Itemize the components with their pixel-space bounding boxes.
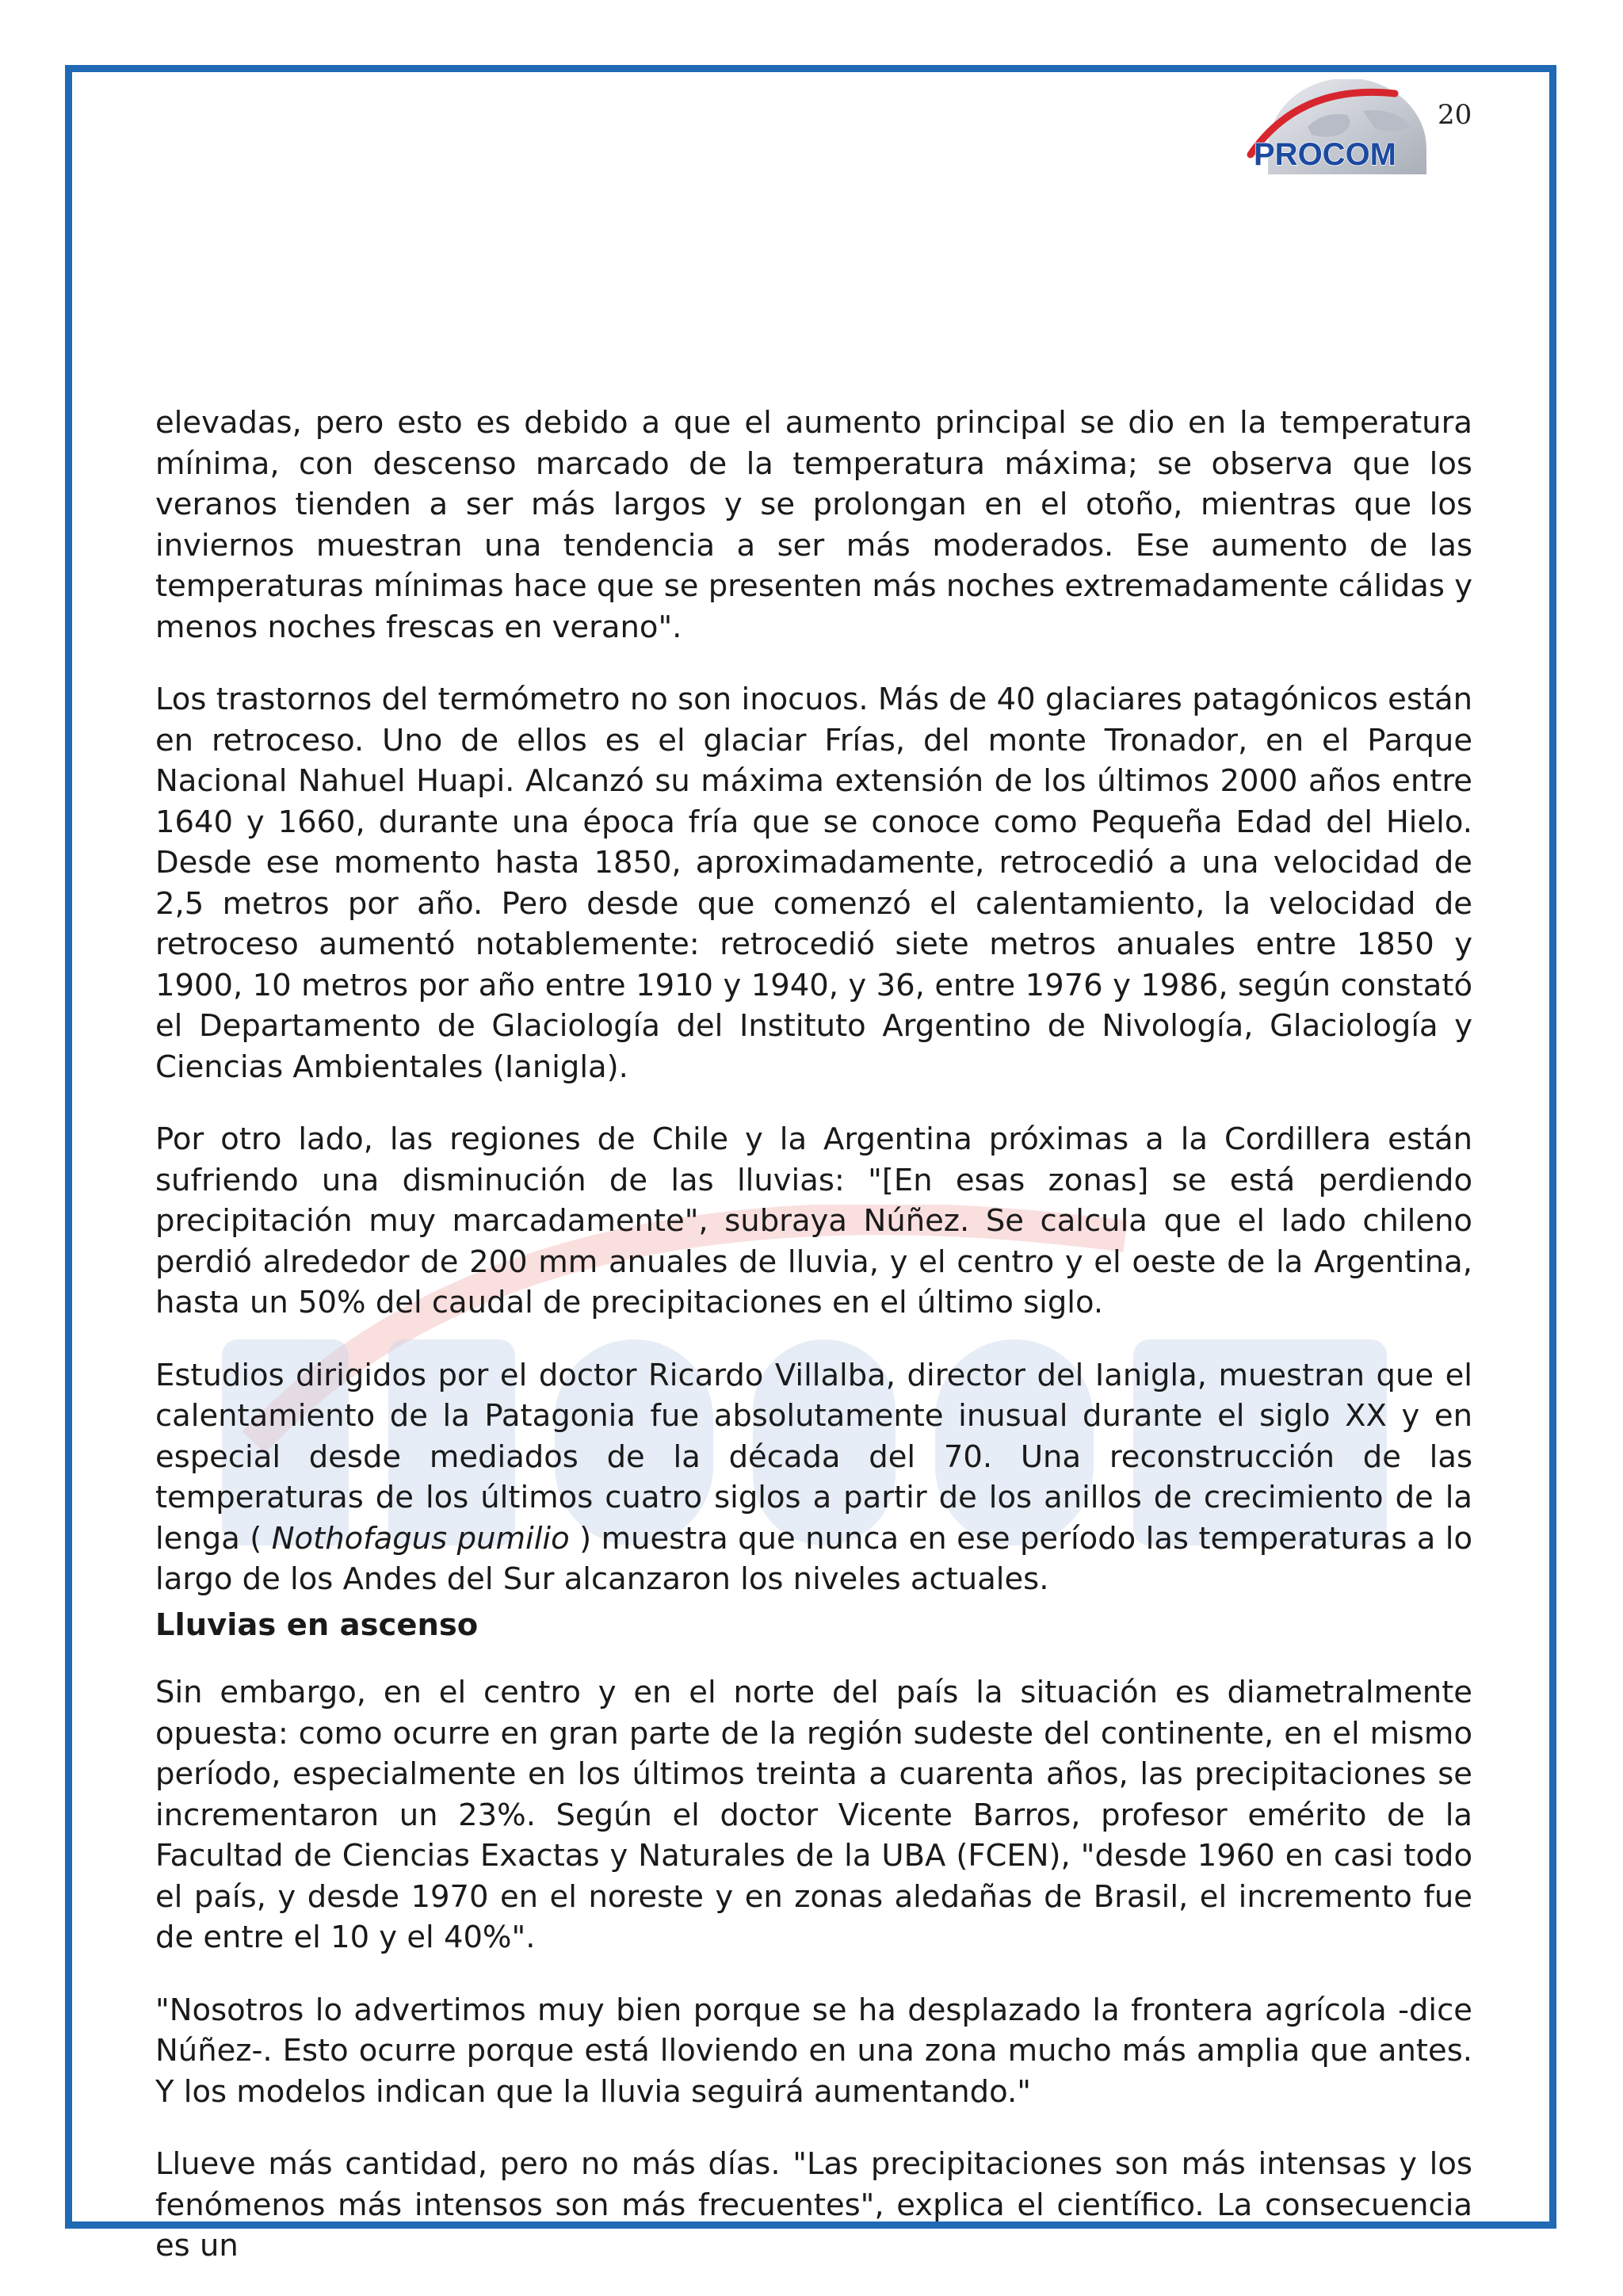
page-number: 20 xyxy=(1438,99,1472,131)
paragraph-3: Por otro lado, las regiones de Chile y la Argentina próximas a la Cordillera están sufriendo una disminución de las lluvias: "[En esas zonas] se está perdiendo precipitación muy marcadamente", subraya Núñez. Se calcula que el lado chileno perdió alrededor de 200 mm anuales de lluvia, y el centro y el oeste de la Argentina, hasta un 50% del caudal de precipitaciones en el último siglo. xyxy=(155,1121,1472,1320)
logo-wordmark: PROCOM xyxy=(1254,137,1396,172)
paragraph-2: Los trastornos del termómetro no son inocuos. Más de 40 glaciares patagónicos están en retroceso. Uno de ellos es el glaciar Frías, del monte Tronador, en el Parque Nacional Nahuel Huapi. Alcanzó su máxima extensión de los últimos 2000 años entre 1640 y 1660, durante una época fría que se conoce como Pequeña Edad del Hielo. Desde ese momento hasta 1850, aproximadamente, retrocedió a una velocidad de 2,5 metros por año. Pero desde que comenzó el calentamiento, la velocidad de retroceso aumentó notablemente: retrocedió siete metros anuales entre 1850 y 1900, 10 metros por año entre 1910 y 1940, y 36, entre 1976 y 1986, según constató el Departamento de Glaciología del Instituto Argentino de Nivología, Glaciología y Ciencias Ambientales (Ianigla). xyxy=(155,682,1472,1085)
paragraph-4-text-b: ) muestra que nunca en ese período las temperaturas a lo largo de los Andes del Sur alcanzaron los niveles actuales. xyxy=(155,1520,1472,1597)
section-heading: Lluvias en ascenso xyxy=(155,1606,479,1643)
paragraph-5: Sin embargo, en el centro y en el norte del país la situación es diametralmente opuesta: como ocurre en gran parte de la región sudeste del continente, en el mismo período, especialmente en los últimos treinta a cuarenta años, las precipitaciones se incrementaron un 23%. Según el doctor Vicente Barros, profesor emérito de la Facultad de Ciencias Exactas y Naturales de la UBA (FCEN), "desde 1960 en casi todo el país, y desde 1970 en el noreste y en zonas aledañas de Brasil, el incremento fue de entre el 10 y el 40%". xyxy=(155,1675,1472,1955)
paragraph-1: elevadas, pero esto es debido a que el aumento principal se dio en la temperatura mínima, con descenso marcado de la temperatura máxima; se observa que los veranos tienden a ser más largos y se prolongan en el otoño, mientras que los inviernos muestran una tendencia a ser más moderados. Ese aumento de las temperaturas mínimas hace que se presenten más noches extremadamente cálidas y menos noches frescas en verano". xyxy=(155,405,1472,645)
paragraph-4-text-a: Estudios dirigidos por el doctor Ricardo Villalba, director del Ianigla, muestran que el calentamiento de la Patagonia fue absolutamente inusual durante el siglo XX y en especial desde mediados de la década del 70. Una reconstrucción de las temperaturas de los últimos cuatro siglos a partir de los anillos de crecimiento de la lenga ( xyxy=(155,1357,1472,1557)
paragraph-6: "Nosotros lo advertimos muy bien porque se ha desplazado la frontera agrícola -dice Núñez-. Esto ocurre porque está lloviendo en una zona mucho más amplia que antes. Y los modelos indican que la lluvia seguirá aumentando." xyxy=(155,1992,1472,2110)
article-body xyxy=(155,403,1472,2267)
species-name: Nothofagus pumilio xyxy=(271,1520,570,1557)
procom-logo xyxy=(1236,79,1434,190)
paragraph-4 xyxy=(155,1355,1472,1600)
paragraph-7: Llueve más cantidad, pero no más días. "Las precipitaciones son más intensas y los fenómenos más intensos son más frecuentes", explica el científico. La consecuencia es un xyxy=(155,2146,1472,2264)
